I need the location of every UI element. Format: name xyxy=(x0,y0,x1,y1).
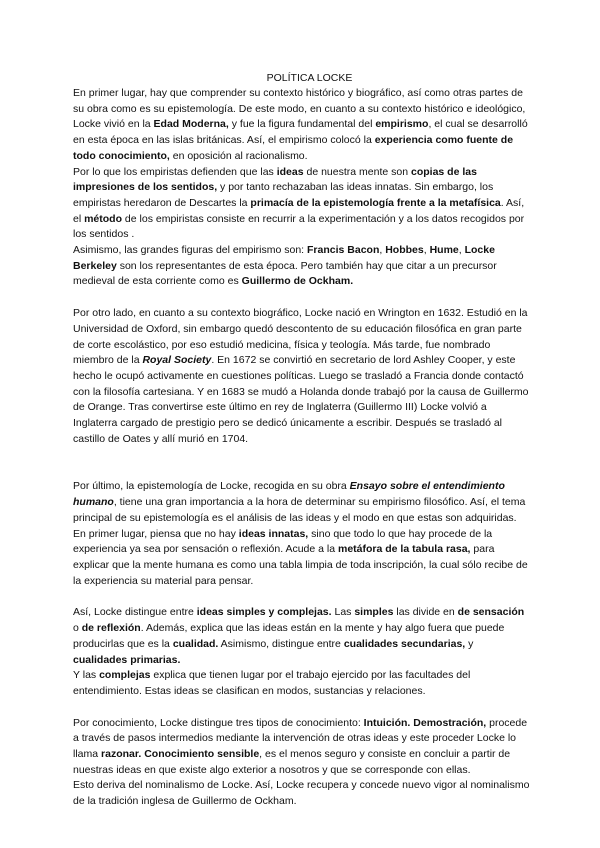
bold-run: Hume xyxy=(429,244,459,257)
bold-run: cualidad. xyxy=(172,637,219,650)
bold-run: ideas xyxy=(276,165,304,178)
text-run: Por último, la epistemología de Locke, recogida en su obra xyxy=(73,480,350,493)
text-run: , el cual se desarrolló en esta época en las islas británicas. Así, el empirismo colocó la xyxy=(73,118,528,147)
text-run: . Así, el xyxy=(73,196,525,225)
bold-run: Locke Berkeley xyxy=(73,244,495,272)
bold-run: complejas xyxy=(99,669,151,682)
bold-run: Hobbes xyxy=(385,244,424,257)
paragraph-nominalismo xyxy=(73,778,530,809)
bold-run: Guillermo de Ockham. xyxy=(241,275,354,288)
text-run: y por tanto rechazaban las ideas innatas. Sin embargo, los empiristas heredaron de Descartes la xyxy=(73,181,494,209)
bold-run: Conocimiento sensible xyxy=(144,748,260,761)
text-run: . Además, explica que las ideas están en la mente y hay algo fuera que puede producirlas que es la xyxy=(73,622,505,650)
text-run: procede a través de pasos intermedios mediante la intervención de otras ideas y este proceder Locke lo llama xyxy=(73,716,528,761)
text-run: , tiene una gran importancia a la hora de determinar su empirismo filosófico. Así, el tema principal de su epistemología es el análisis de las ideas y el modo en que estas son adquiridas. En primer lugar, piensa que no hay xyxy=(73,496,526,540)
text-run: y fue la figura fundamental del xyxy=(228,118,376,131)
bold-run: Francis Bacon xyxy=(307,244,380,257)
text-run: y xyxy=(465,637,474,650)
paragraph-gap xyxy=(73,447,530,479)
paragraph-context-historico xyxy=(73,86,530,165)
paragraph-figuras-empirismo xyxy=(73,243,530,290)
bold-run: metáfora de la tabula rasa, xyxy=(338,543,471,556)
text-run: las divide en xyxy=(393,606,458,619)
bold-run: copias de las impresiones de los sentidos, xyxy=(73,165,477,194)
paragraph-gap xyxy=(73,700,530,716)
text-run: Asimismo, las grandes figuras del empirismo son: xyxy=(73,244,308,257)
bold-run: cualidades secundarias, xyxy=(343,637,466,650)
bold-run: de sensación xyxy=(457,606,525,619)
paragraph-ideas-simples-complejas xyxy=(73,605,530,668)
paragraph-epistemologia xyxy=(73,479,530,589)
text-run: , xyxy=(458,244,465,257)
bold-run: primacía de la epistemología frente a la metafísica xyxy=(250,196,501,209)
bold-run: empirismo xyxy=(375,118,429,131)
text-run: En primer lugar, hay que comprender su contexto histórico y biográfico, así como otras partes de su obra como es su epistemología. De este modo, en cuanto a su contexto histórico e ideológico, Locke vivió en la xyxy=(73,87,526,131)
text-run: , es el menos seguro y consiste en concluir a partir de nuestras ideas en que existe algo exterior a nosotros y que se corresponde con ellas. xyxy=(73,748,511,776)
text-run: Por otro lado, en cuanto a su contexto biográfico, Locke nació en Wrington en 1632. Estudió en la Universidad de Oxford, sin embargo quedó descontento de su educación filosófica en gran parte de corte escolástico, por eso estudió medicina, física y teología. Más tarde, fue nombrado miembro de la xyxy=(73,307,528,367)
paragraph-gap xyxy=(73,589,530,605)
text-run: Esto deriva del nominalismo de Locke. Así, Locke recupera y concede nuevo vigor al nominalismo de la tradición inglesa de Guillermo de Ockham. xyxy=(73,779,530,808)
bold-run: cualidades primarias. xyxy=(73,653,181,666)
bold-run: Intuición. xyxy=(363,716,411,729)
text-run: de los empiristas consiste en recurrir a la experimentación y a los datos recogidos por los sentidos . xyxy=(73,212,525,241)
bold-run: razonar. xyxy=(101,748,142,761)
bold-italic-run: Royal Society xyxy=(142,354,212,367)
paragraph-tipos-conocimiento xyxy=(73,716,530,779)
bold-run: ideas innatas, xyxy=(238,527,309,540)
paragraph-gap xyxy=(73,290,530,306)
bold-run: experiencia como fuente de todo conocimiento, xyxy=(73,134,514,162)
bold-run: Edad Moderna, xyxy=(153,118,229,131)
paragraph-empiristas-ideas xyxy=(73,165,530,244)
bold-run: Demostración, xyxy=(413,716,487,729)
text-run: de nuestra mente son xyxy=(303,165,411,178)
text-run: Por conocimiento, Locke distingue tres tipos de conocimiento: xyxy=(73,716,364,729)
text-run: , xyxy=(423,244,430,257)
bold-run: simples xyxy=(354,606,394,619)
text-run: sino que todo lo que hay procede de la experiencia ya sea por sensación o reflexión. Acude a la xyxy=(73,527,493,556)
bold-italic-run: Ensayo sobre el entendimiento humano xyxy=(73,480,505,509)
text-run: en oposición al racionalismo. xyxy=(169,149,308,162)
text-run: explica que tienen lugar por el trabajo ejercido por las facultades del entendimiento. Estas ideas se clasifican en modos, sustancias y relaciones. xyxy=(73,669,471,697)
text-run: o xyxy=(73,622,82,635)
bold-run: método xyxy=(84,212,123,225)
text-run: Y las xyxy=(73,669,100,682)
text-run: . En 1672 se convirtió en secretario de lord Ashley Cooper, y este hecho le ocupó activamente en cuestiones políticas. Luego se trasladó a Francia donde contactó con la filosofía cartesiana. Y en 1683 se mudó a Holanda donde trabajó por la causa de Guillermo de Orange. Tras convertirse este último en rey de Inglaterra (Guillermo III) Locke volvió a Inglaterra cargado de prestigio pero se dedicó únicamente a escribir. Después se trasladó al castillo de Oates y allí murió en 1704. xyxy=(73,354,529,445)
text-run: Las xyxy=(331,606,355,619)
text-run: Asimismo, distingue entre xyxy=(218,637,344,650)
text-run: Así, Locke distingue entre xyxy=(73,606,197,619)
text-run: son los representantes de esta época. Pero también hay que citar a un precursor medieval de esta corriente como es xyxy=(73,259,497,288)
bold-run: ideas simples y complejas. xyxy=(196,606,332,619)
text-run: , xyxy=(379,244,386,257)
page-title: POLÍTICA LOCKE xyxy=(266,72,353,84)
paragraph-contexto-biografico xyxy=(73,306,530,447)
paragraph-ideas-complejas xyxy=(73,668,530,699)
text-run: para explicar que la mente humana es como una tabla limpia de toda inscripción, la cual sólo recibe de la experiencia su material para pensar. xyxy=(73,543,528,587)
bold-run: de reflexión xyxy=(81,622,141,635)
text-run: Por lo que los empiristas defienden que las xyxy=(73,165,277,178)
